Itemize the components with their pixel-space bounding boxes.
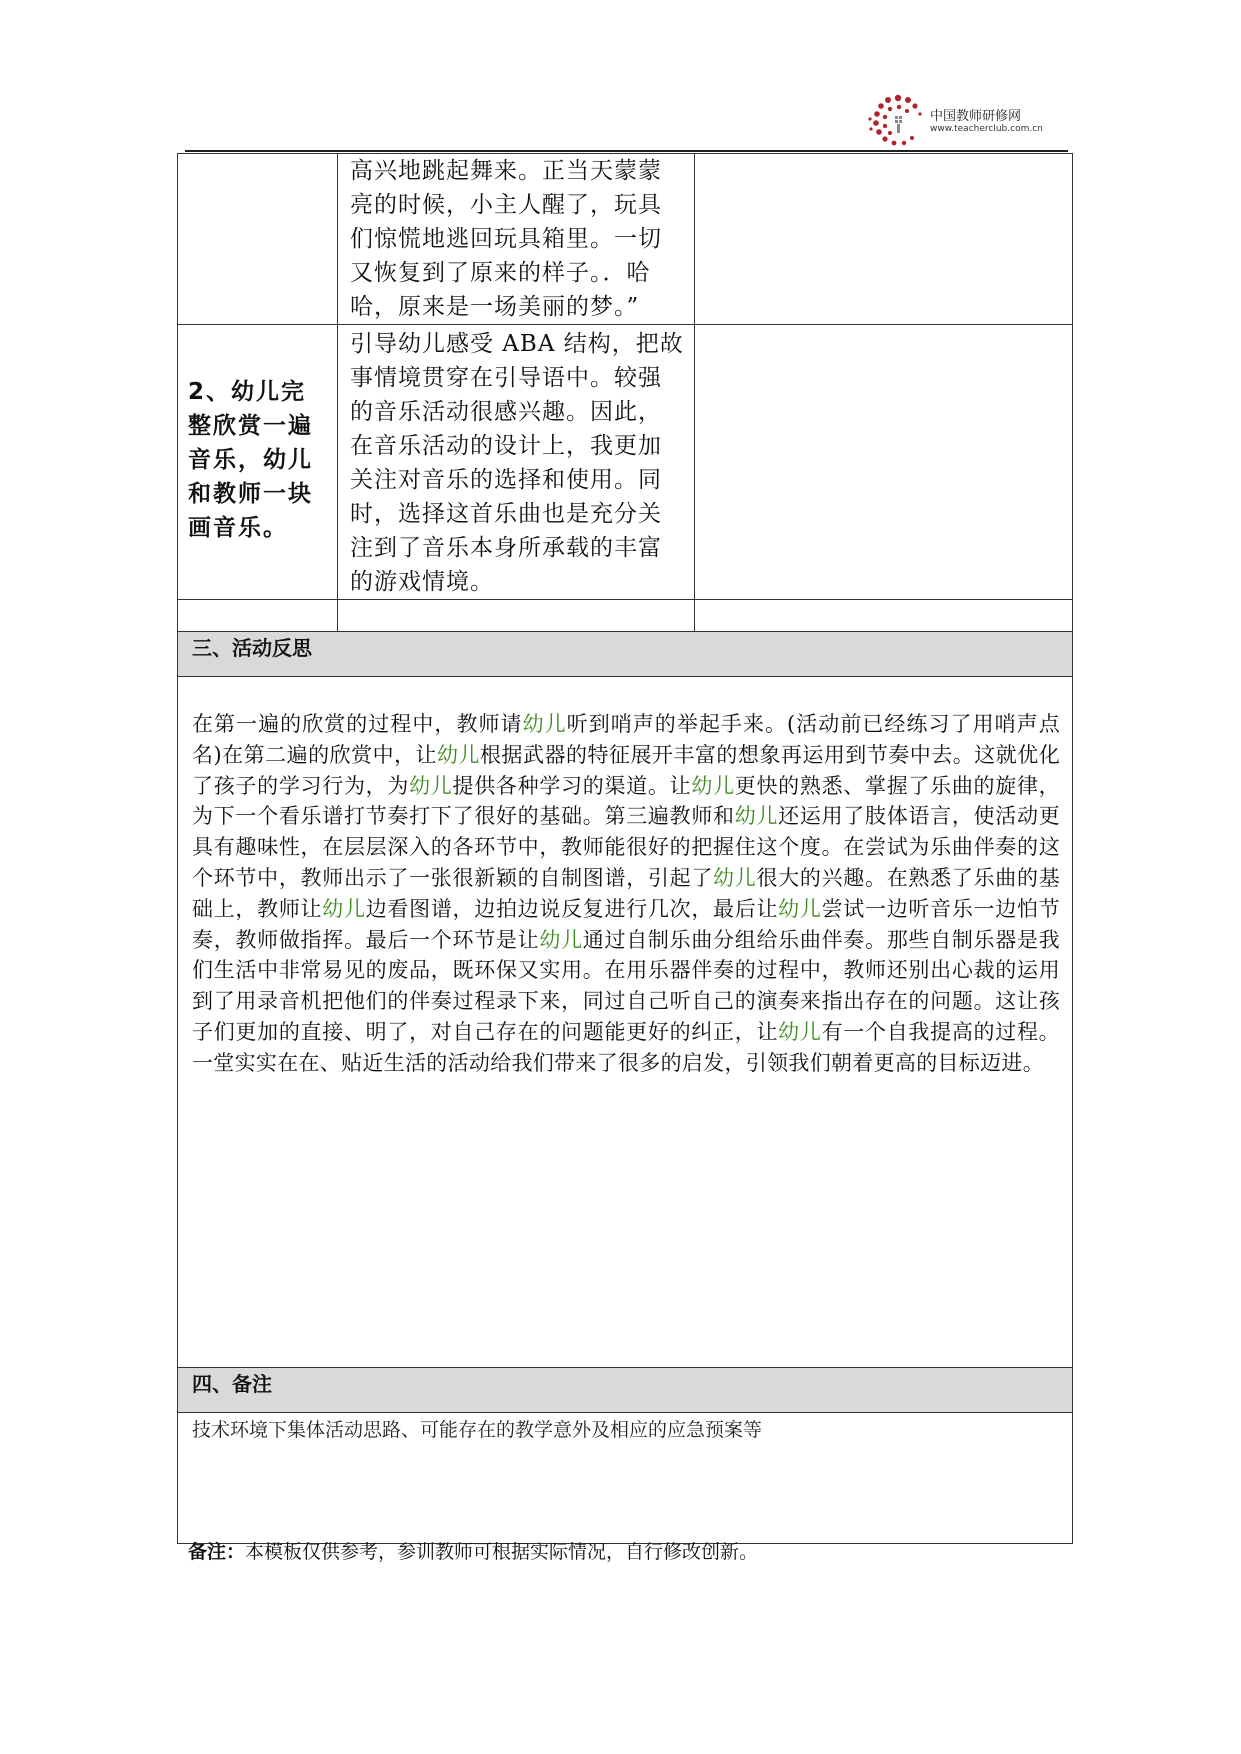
remarks-row [178,1413,1073,1544]
table-row [178,154,1073,325]
reflection-segment: 边看图谱，边拍边说反复进行几次，最后让 [365,896,779,921]
teacherclub-logo-icon [868,92,928,148]
section-title-reflection: 三、活动反思 [192,636,312,660]
highlighted-term: 幼儿 [713,865,757,890]
reflection-segment: 听到哨声的举起手来。(活动前已经练习了用哨声点名)在第二遍的欣赏中，让 [192,712,1060,767]
step-label-cell [178,154,338,325]
highlighted-term: 幼儿 [522,712,567,736]
table-row-empty [178,600,1073,632]
section-title-remarks: 四、备注 [192,1372,272,1396]
reflection-segment: 更快的熟悉、掌握了乐曲的旋律，为下一个看乐谱打节奏打下了很好的基础。第三遍教师和 [192,773,1060,829]
reflection-segment: 还运用了肢体语言，使活动更具有趣味性，在层层深入的各环节中，教师能很好的把握住这个度。在尝试为乐曲伴奏的这个环节中，教师出示了一张很新颖的自制图谱，引起了 [192,804,1060,890]
step-content: 高兴地跳起舞来。正当天蒙蒙亮的时候，小主人醒了，玩具们惊慌地逃回玩具箱里。一切又恢复到了原来的样子。．哈哈，原来是一场美丽的梦。” [350,158,662,320]
header-logo [868,92,1068,148]
section-header [178,632,1073,677]
reflection-segment: 提供各种学习的渠道。让 [452,773,692,798]
highlighted-term: 幼儿 [437,742,481,767]
reflection-segment: 在第一遍的欣赏的过程中，教师请 [192,712,523,736]
highlighted-term: 幼儿 [734,804,779,829]
header-rule [185,150,1068,152]
footnote-label: 备注： [188,1541,246,1563]
activity-table [177,153,1073,1544]
section-header [178,1368,1073,1413]
highlighted-term: 幼儿 [322,896,366,921]
logo-url: www.teacherclub.com.cn [930,124,1043,134]
step-notes-cell [695,154,1073,325]
remarks-text: 技术环境下集体活动思路、可能存在的教学意外及相应的应急预案等 [192,1419,763,1441]
highlighted-term: 幼儿 [539,927,583,952]
reflection-row [178,677,1073,1368]
step-content-cell [338,154,695,325]
highlighted-term: 幼儿 [778,896,822,921]
footnote [188,1537,758,1564]
reflection-text [178,677,1072,1079]
table-row [178,325,1073,600]
footnote-text: 本模板仅供参考，参训教师可根据实际情况，自行修改创新。 [245,1541,759,1563]
step-content: 引导幼儿感受 ABA 结构，把故事情境贯穿在引导语中。较强的音乐活动很感兴趣。因此，在音乐活动的设计上，我更加关注对音乐的选择和使用。同时，选择这首乐曲也是充分关注到了音乐本身所承载的丰富的游戏情境。 [350,331,684,595]
reflection-segment: 很大的兴趣。在熟悉了乐曲的基础上，教师让 [192,865,1060,921]
reflection-segment: 有一个自我提高的过程。一堂实实在在、贴近生活的活动给我们带来了很多的启发，引领我们朝着更高的目标迈进。 [192,1019,1060,1075]
logo-name: 中国教师研修网 [930,109,1022,124]
reflection-segment: 通过自制乐曲分组给乐曲伴奏。那些自制乐器是我们生活中非常易见的废品，既环保又实用。在用乐器伴奏的过程中，教师还别出心裁的运用到了用录音机把他们的伴奏过程录下来，同过自己听自己的演奏来指出存在的问题。这让孩子们更加的直接、明了，对自己存在的问题能更好的纠正，让 [192,927,1060,1044]
step-label: 2、幼儿完整欣赏一遍音乐，幼儿和教师一块画音乐。 [188,379,313,541]
highlighted-term: 幼儿 [691,773,735,798]
step-notes-cell [695,325,1073,600]
reflection-segment: 根据武器的特征展开丰富的想象再运用到节奏中去。这就优化了孩子的学习行为，为 [192,742,1060,798]
highlighted-term: 幼儿 [778,1019,822,1044]
step-label-cell [178,325,338,600]
highlighted-term: 幼儿 [409,773,453,798]
reflection-segment: 尝试一边听音乐一边怕节奏，教师做指挥。最后一个环节是让 [192,896,1060,952]
step-content-cell [338,325,695,600]
